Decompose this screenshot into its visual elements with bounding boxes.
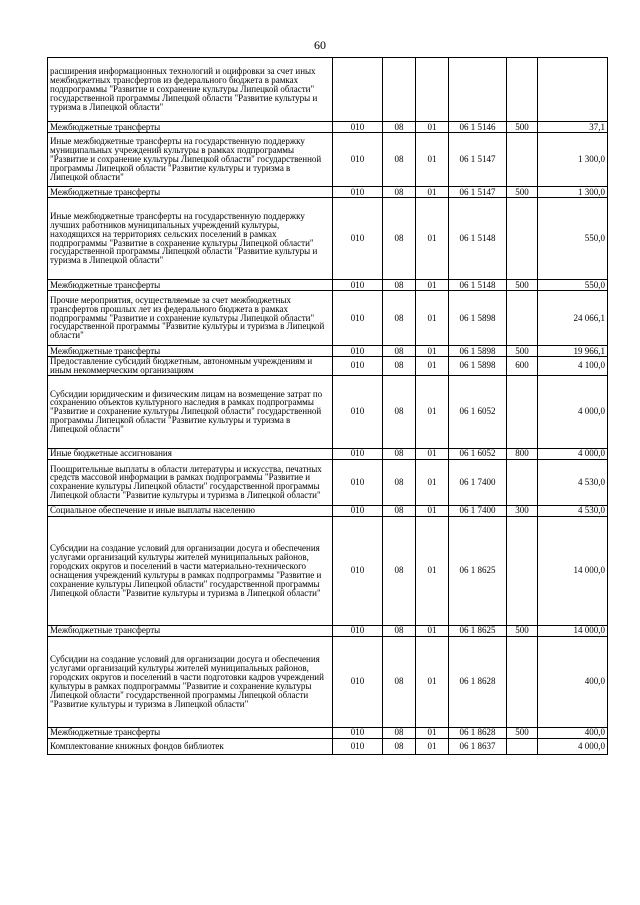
subsection-code: 01 <box>416 122 449 133</box>
target-article-code: 06 1 6052 <box>449 375 507 448</box>
subsection-code: 01 <box>416 459 449 505</box>
subsection-code: 01 <box>416 133 449 187</box>
section-code: 08 <box>383 198 416 280</box>
row-name: Субсидии на создание условий для организации досуга и обеспечения услугами организаций культуры жителей муниципальных районов, городских округов и поселений в части подготовки кадров учреждений культуры в рамках подпрограммы "Развитие и сохранение культуры Липецкой области" государственной программы Липецкой области "Развитие культуры и туризма в Липецкой области" <box>48 636 333 727</box>
row-name: Субсидии на создание условий для организации досуга и обеспечения услугами организаций культуры жителей муниципальных районов, городских округов и поселений в части материально-технического оснащения учреждений культуры в рамках подпрограммы "Развитие и сохранение культуры Липецкой области" государственной программы Липецкой области "Развитие культуры и туризма в Липецкой области" <box>48 516 333 625</box>
subsection-code: 01 <box>416 625 449 636</box>
ministry-code: 010 <box>333 122 383 133</box>
section-code <box>383 58 416 122</box>
table-row <box>48 625 608 636</box>
expense-type-code <box>507 58 538 122</box>
row-name: Поощрительные выплаты в области литературы и искусства, печатных средств массовой информации в рамках подпрограммы "Развитие и сохранение культуры Липецкой области" государственной программы Липецкой области "Развитие культуры и туризма в Липецкой области" <box>48 459 333 505</box>
amount: 24 066,1 <box>538 291 608 346</box>
table-row <box>48 58 608 122</box>
row-name: Межбюджетные трансферты <box>48 187 333 198</box>
table-row <box>48 198 608 280</box>
section-code: 08 <box>383 280 416 291</box>
target-article-code: 06 1 7400 <box>449 505 507 516</box>
subsection-code: 01 <box>416 636 449 727</box>
row-name: Межбюджетные трансферты <box>48 280 333 291</box>
ministry-code: 010 <box>333 448 383 459</box>
table-row <box>48 375 608 448</box>
section-code: 08 <box>383 133 416 187</box>
row-name: Межбюджетные трансферты <box>48 625 333 636</box>
subsection-code: 01 <box>416 727 449 738</box>
amount: 550,0 <box>538 280 608 291</box>
section-code: 08 <box>383 122 416 133</box>
table-row <box>48 280 608 291</box>
expense-type-code <box>507 291 538 346</box>
expense-type-code: 500 <box>507 280 538 291</box>
section-code: 08 <box>383 727 416 738</box>
subsection-code: 01 <box>416 505 449 516</box>
row-name: Предоставление субсидий бюджетным, автономным учреждениям и иным некоммерческим организациям <box>48 357 333 376</box>
section-code: 08 <box>383 459 416 505</box>
target-article-code: 06 1 6052 <box>449 448 507 459</box>
amount: 4 000,0 <box>538 375 608 448</box>
ministry-code: 010 <box>333 357 383 376</box>
expense-type-code <box>507 459 538 505</box>
ministry-code: 010 <box>333 198 383 280</box>
expense-type-code: 500 <box>507 727 538 738</box>
section-code: 08 <box>383 625 416 636</box>
row-name: Прочие мероприятия, осуществляемые за счет межбюджетных трансфертов прошлых лет из федерального бюджета в рамках подпрограммы "Развитие и сохранение культуры Липецкой области" государственной программы "Развитие культуры и туризма в Липецкой области" <box>48 291 333 346</box>
budget-table <box>47 57 608 755</box>
subsection-code: 01 <box>416 187 449 198</box>
ministry-code: 010 <box>333 291 383 346</box>
target-article-code: 06 1 8637 <box>449 738 507 754</box>
row-name: Межбюджетные трансферты <box>48 346 333 357</box>
subsection-code: 01 <box>416 346 449 357</box>
table-row <box>48 516 608 625</box>
row-name: Субсидии юридическим и физическим лицам на возмещение затрат по сохранению объектов культурного наследия в рамках подпрограммы "Развитие и сохранение культуры Липецкой области" государственной программы Липецкой области "Развитие культуры и туризма в Липецкой области" <box>48 375 333 448</box>
expense-type-code <box>507 375 538 448</box>
budget-table-body <box>48 58 608 755</box>
table-row <box>48 346 608 357</box>
amount <box>538 58 608 122</box>
expense-type-code: 500 <box>507 346 538 357</box>
target-article-code: 06 1 5148 <box>449 280 507 291</box>
table-row <box>48 636 608 727</box>
row-name: Иные межбюджетные трансферты на государственную поддержку муниципальных учреждений культуры в рамках подпрограммы "Развитие и сохранение культуры Липецкой области" государственной программы Липецкой области "Развитие культуры и туризма в Липецкой области" <box>48 133 333 187</box>
amount: 14 000,0 <box>538 516 608 625</box>
target-article-code: 06 1 7400 <box>449 459 507 505</box>
expense-type-code <box>507 133 538 187</box>
expense-type-code <box>507 636 538 727</box>
row-name: Межбюджетные трансферты <box>48 122 333 133</box>
expense-type-code <box>507 516 538 625</box>
target-article-code: 06 1 5146 <box>449 122 507 133</box>
target-article-code: 06 1 5148 <box>449 198 507 280</box>
amount: 19 966,1 <box>538 346 608 357</box>
ministry-code: 010 <box>333 375 383 448</box>
subsection-code: 01 <box>416 516 449 625</box>
amount: 4 000,0 <box>538 448 608 459</box>
expense-type-code: 300 <box>507 505 538 516</box>
amount: 14 000,0 <box>538 625 608 636</box>
subsection-code: 01 <box>416 291 449 346</box>
section-code: 08 <box>383 375 416 448</box>
section-code: 08 <box>383 738 416 754</box>
subsection-code: 01 <box>416 375 449 448</box>
amount: 400,0 <box>538 727 608 738</box>
subsection-code: 01 <box>416 738 449 754</box>
row-name: Иные бюджетные ассигнования <box>48 448 333 459</box>
table-row <box>48 448 608 459</box>
subsection-code: 01 <box>416 448 449 459</box>
ministry-code: 010 <box>333 505 383 516</box>
ministry-code: 010 <box>333 280 383 291</box>
section-code: 08 <box>383 357 416 376</box>
section-code: 08 <box>383 505 416 516</box>
ministry-code: 010 <box>333 187 383 198</box>
amount: 400,0 <box>538 636 608 727</box>
section-code: 08 <box>383 516 416 625</box>
page-number: 60 <box>314 38 326 52</box>
table-row <box>48 727 608 738</box>
table-row <box>48 357 608 376</box>
expense-type-code <box>507 738 538 754</box>
target-article-code: 06 1 8628 <box>449 727 507 738</box>
subsection-code: 01 <box>416 357 449 376</box>
ministry-code: 010 <box>333 459 383 505</box>
subsection-code <box>416 58 449 122</box>
target-article-code: 06 1 8625 <box>449 516 507 625</box>
target-article-code <box>449 58 507 122</box>
amount: 4 530,0 <box>538 505 608 516</box>
table-row <box>48 505 608 516</box>
table-row <box>48 738 608 754</box>
ministry-code: 010 <box>333 516 383 625</box>
ministry-code: 010 <box>333 346 383 357</box>
amount: 37,1 <box>538 122 608 133</box>
row-name: Иные межбюджетные трансферты на государственную поддержку лучших работников муниципальных учреждений культуры, находящихся на территориях сельских поселений в рамках подпрограммы "Развитие в сохранение культуры Липецкой области" государственной программы Липецкой области "Развитие культуры и туризма в Липецкой области" <box>48 198 333 280</box>
target-article-code: 06 1 5147 <box>449 133 507 187</box>
ministry-code: 010 <box>333 133 383 187</box>
table-row <box>48 187 608 198</box>
section-code: 08 <box>383 636 416 727</box>
expense-type-code: 500 <box>507 122 538 133</box>
subsection-code: 01 <box>416 280 449 291</box>
amount: 1 300,0 <box>538 133 608 187</box>
section-code: 08 <box>383 187 416 198</box>
target-article-code: 06 1 5147 <box>449 187 507 198</box>
section-code: 08 <box>383 346 416 357</box>
ministry-code <box>333 58 383 122</box>
table-row <box>48 133 608 187</box>
amount: 4 100,0 <box>538 357 608 376</box>
target-article-code: 06 1 5898 <box>449 291 507 346</box>
ministry-code: 010 <box>333 727 383 738</box>
row-name: Межбюджетные трансферты <box>48 727 333 738</box>
ministry-code: 010 <box>333 738 383 754</box>
expense-type-code <box>507 198 538 280</box>
expense-type-code: 600 <box>507 357 538 376</box>
amount: 1 300,0 <box>538 187 608 198</box>
ministry-code: 010 <box>333 625 383 636</box>
section-code: 08 <box>383 448 416 459</box>
expense-type-code: 500 <box>507 187 538 198</box>
target-article-code: 06 1 5898 <box>449 357 507 376</box>
row-name: Комплектование книжных фондов библиотек <box>48 738 333 754</box>
ministry-code: 010 <box>333 636 383 727</box>
expense-type-code: 500 <box>507 625 538 636</box>
amount: 550,0 <box>538 198 608 280</box>
target-article-code: 06 1 8625 <box>449 625 507 636</box>
row-name: Социальное обеспечение и иные выплаты населению <box>48 505 333 516</box>
row-name: расширения информационных технологий и оцифровки за счет иных межбюджетных трансфертов из федерального бюджета в рамках подпрограммы "Развитие и сохранение культуры Липецкой области" государственной программы Липецкой области "Развитие культуры и туризма в Липецкой области" <box>48 58 333 122</box>
subsection-code: 01 <box>416 198 449 280</box>
section-code: 08 <box>383 291 416 346</box>
target-article-code: 06 1 5898 <box>449 346 507 357</box>
table-row <box>48 291 608 346</box>
amount: 4 000,0 <box>538 738 608 754</box>
target-article-code: 06 1 8628 <box>449 636 507 727</box>
table-row <box>48 122 608 133</box>
amount: 4 530,0 <box>538 459 608 505</box>
table-row <box>48 459 608 505</box>
expense-type-code: 800 <box>507 448 538 459</box>
